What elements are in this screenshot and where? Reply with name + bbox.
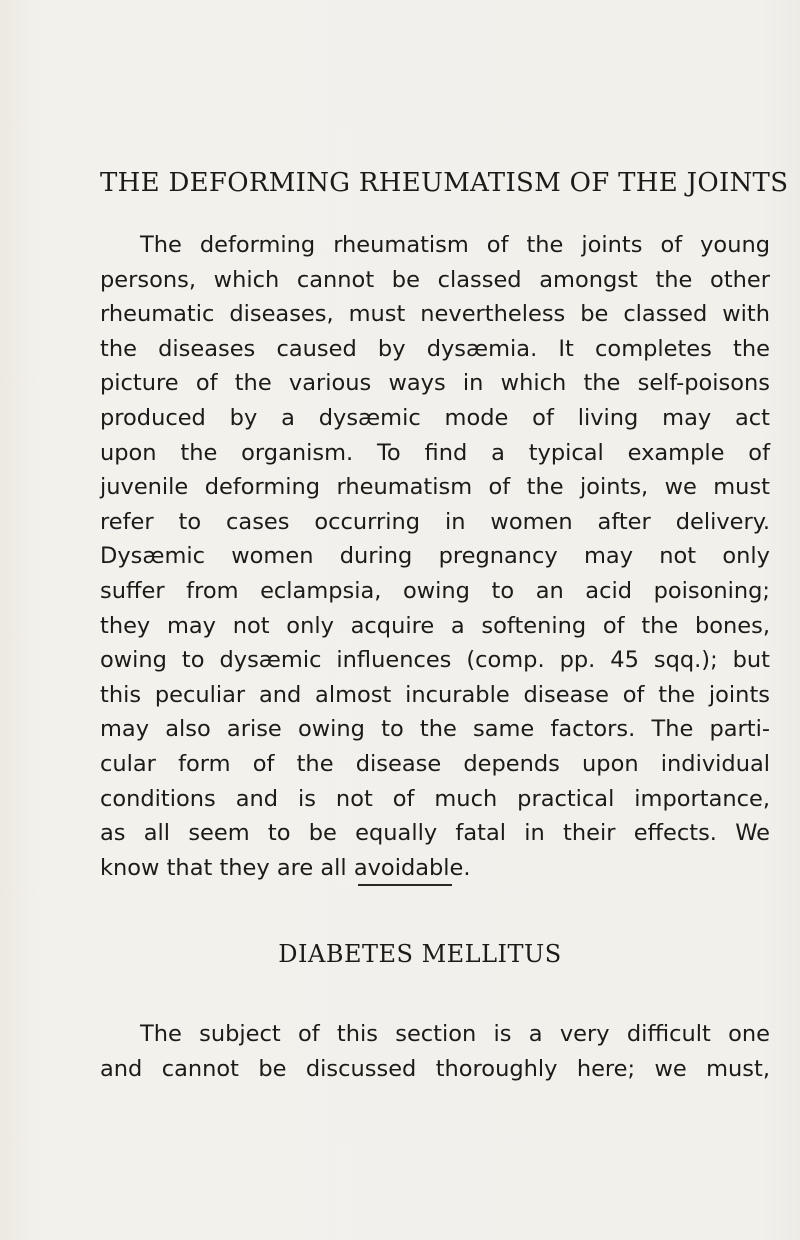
text-line: and cannot be discussed thoroughly here; we must, [100, 1055, 770, 1082]
text-line: The deforming rheumatism of the joints of young [140, 232, 770, 258]
text-line: cular form of the disease depends upon individual [100, 750, 770, 777]
text-line: The subject of this section is a very difficult one [140, 1021, 770, 1047]
text-line: rheumatic diseases, must nevertheless be classed with [100, 301, 770, 328]
text-line: suffer from eclampsia, owing to an acid poisoning; [100, 577, 770, 604]
text-line: Dysæmic women during pregnancy may not only [100, 543, 770, 570]
text-line: persons, which cannot be classed amongst the other [100, 266, 770, 293]
text-line: produced by a dysæmic mode of living may act [100, 404, 770, 431]
text-line: refer to cases occurring in women after delivery. [100, 508, 770, 535]
paragraph-diabetes [100, 1017, 770, 1086]
text-line: as all seem to be equally fatal in their effects. We [100, 820, 770, 847]
text-line: picture of the various ways in which the self-poisons [100, 370, 770, 397]
section-heading-diabetes: DIABETES MELLITUS [278, 940, 562, 968]
text-line: this peculiar and almost incurable disease of the joints [100, 681, 770, 708]
section-divider [358, 884, 452, 886]
text-line: they may not only acquire a softening of the bones, [100, 612, 770, 639]
text-line: upon the organism. To find a typical example of [100, 439, 770, 466]
text-line: juvenile deforming rheumatism of the joints, we must [100, 474, 770, 501]
text-line: know that they are all avoidable. [100, 854, 471, 881]
section-heading-rheumatism: THE DEFORMING RHEUMATISM OF THE JOINTS [100, 168, 789, 198]
text-line: owing to dysæmic influences (comp. pp. 45 sqq.); but [100, 647, 770, 674]
paragraph-rheumatism [100, 228, 770, 885]
text-line: the diseases caused by dysæmia. It completes the [100, 335, 770, 362]
text-line: may also arise owing to the same factors. The parti- [100, 716, 770, 743]
text-line: conditions and is not of much practical importance, [100, 785, 770, 812]
